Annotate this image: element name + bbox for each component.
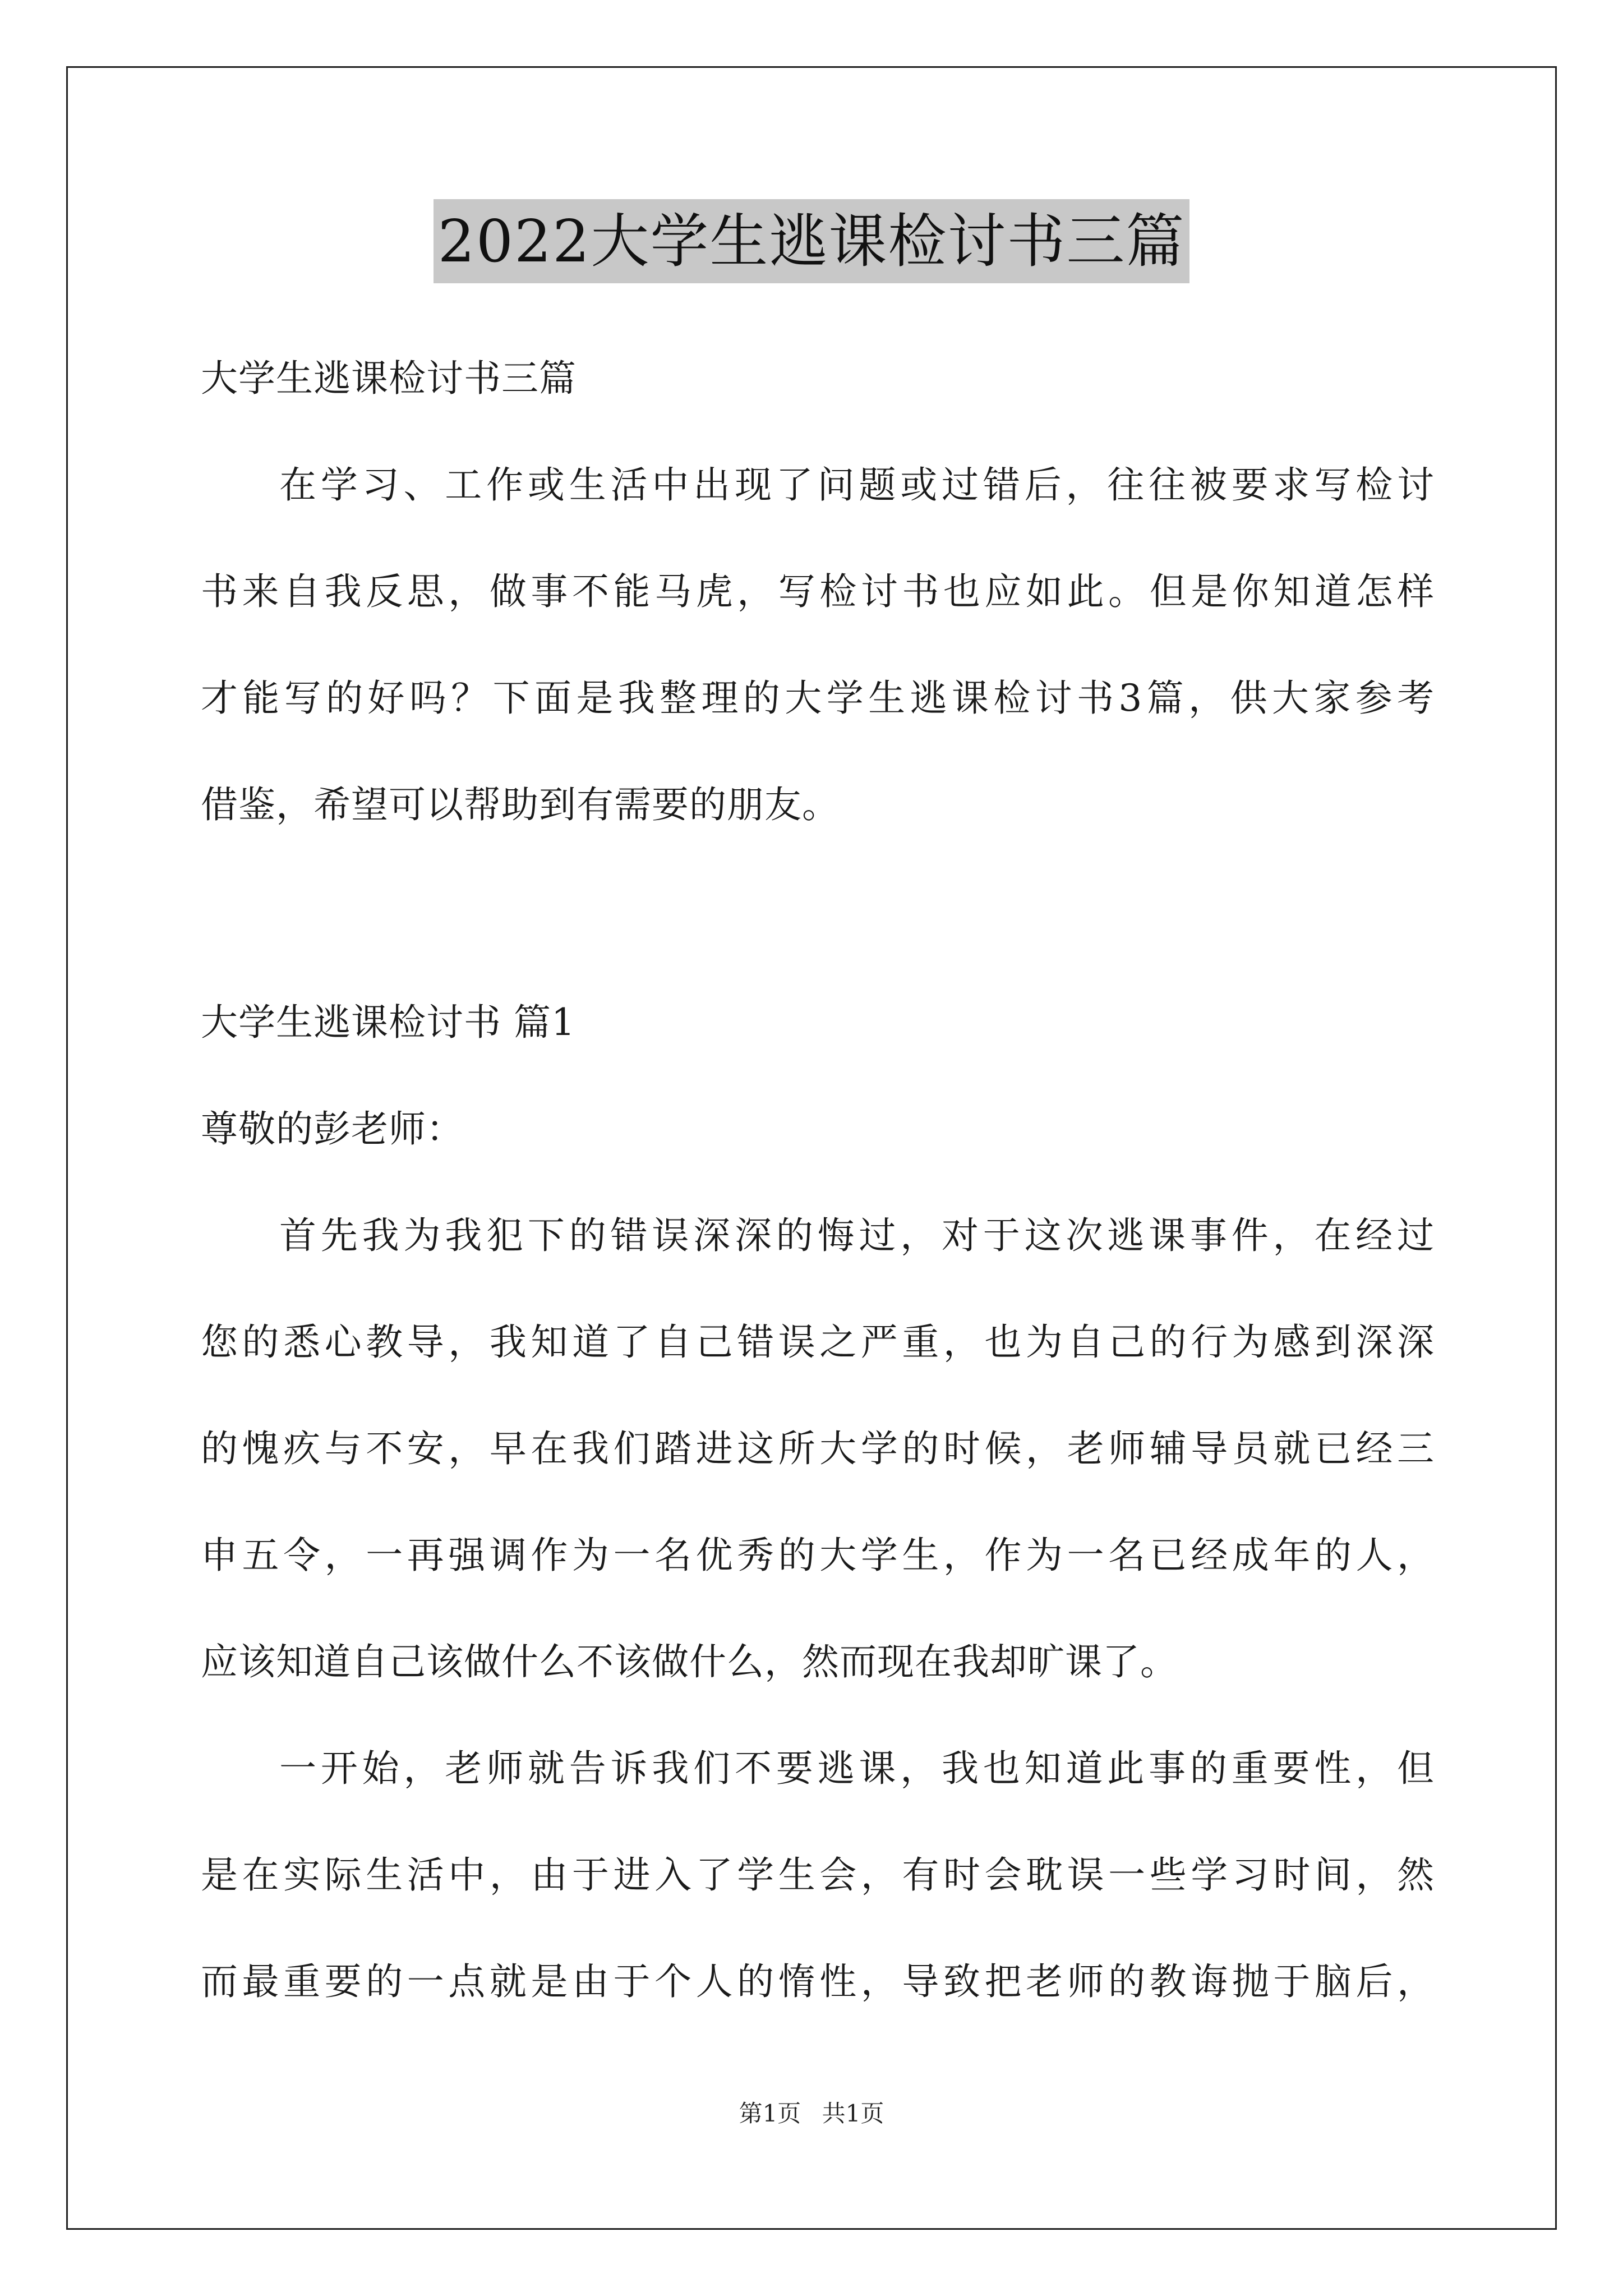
section-heading: 大学生逃课检讨书 篇1 <box>201 1001 575 1044</box>
salutation: 尊敬的彭老师： <box>201 1107 464 1151</box>
paragraph1-line: 首先我为我犯下的错误深深的悔过，对于这次逃课事件，在经过 <box>279 1214 1435 1257</box>
document-title: 2022大学生逃课检讨书三篇 <box>434 199 1190 283</box>
paragraph2-line: 是在实际生活中，由于进入了学生会，有时会耽误一些学习时间，然 <box>201 1853 1435 1897</box>
title-wrapper <box>0 199 1623 283</box>
page-number-current: 第1页 <box>739 2100 801 2127</box>
intro-line: 借鉴，希望可以帮助到有需要的朋友。 <box>201 783 840 826</box>
paragraph1-line: 您的悉心教导，我知道了自己错误之严重，也为自己的行为感到深深 <box>201 1320 1435 1364</box>
page-footer <box>0 2097 1623 2131</box>
paragraph1-line: 的愧疚与不安，早在我们踏进这所大学的时候，老师辅导员就已经三 <box>201 1427 1435 1470</box>
paragraph1-line: 申五令，一再强调作为一名优秀的大学生，作为一名已经成年的人， <box>201 1534 1435 1577</box>
intro-line: 书来自我反思，做事不能马虎，写检讨书也应如此。但是你知道怎样 <box>201 570 1435 613</box>
paragraph2-line: 一开始，老师就告诉我们不要逃课，我也知道此事的重要性，但 <box>279 1747 1435 1790</box>
paragraph2-line: 而最重要的一点就是由于个人的惰性，导致把老师的教诲抛于脑后， <box>201 1960 1435 2003</box>
intro-line: 在学习、工作或生活中出现了问题或过错后，往往被要求写检讨 <box>279 463 1435 507</box>
intro-line: 才能写的好吗？下面是我整理的大学生逃课检讨书3篇，供大家参考 <box>201 677 1435 720</box>
page-number-total: 共1页 <box>822 2100 884 2127</box>
paragraph1-line: 应该知道自己该做什么不该做什么，然而现在我却旷课了。 <box>201 1640 1178 1683</box>
document-subtitle: 大学生逃课检讨书三篇 <box>201 357 577 400</box>
